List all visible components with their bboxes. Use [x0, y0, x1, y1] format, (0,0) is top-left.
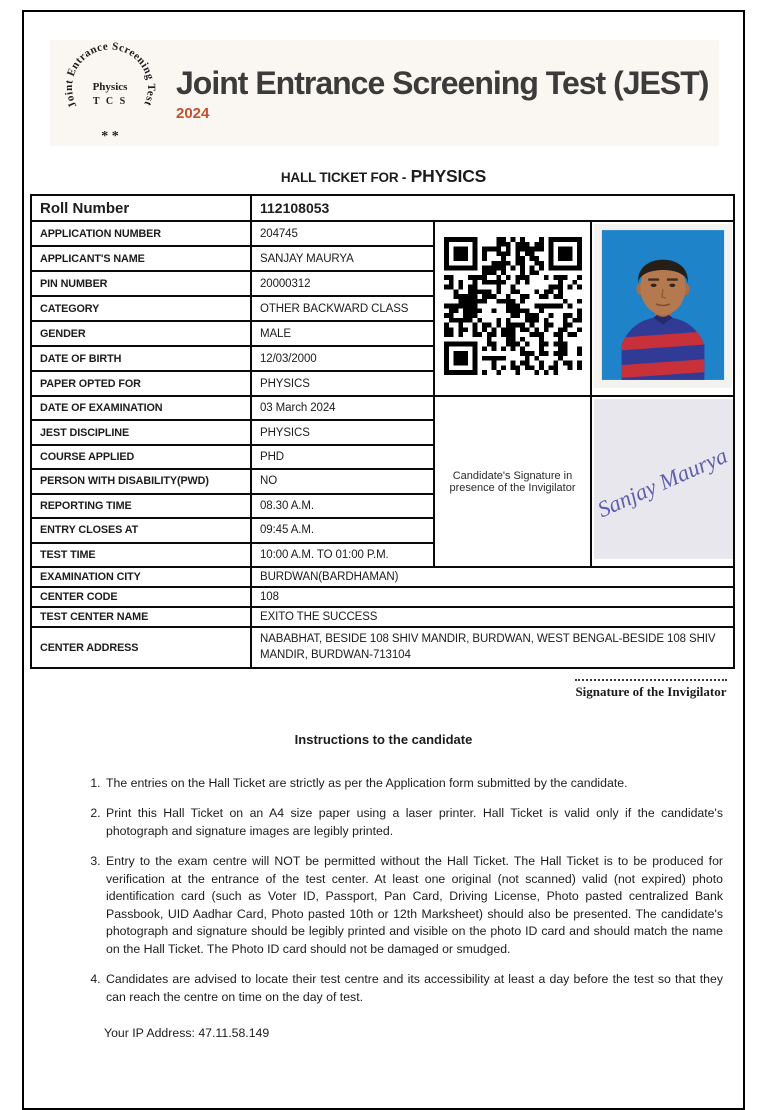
candidate-photo — [591, 221, 734, 396]
date-of-birth-value: 12/03/2000 — [251, 346, 434, 371]
candidate-details-table — [30, 194, 735, 669]
test-time-label: TEST TIME — [31, 543, 251, 567]
test-center-name-label: TEST CENTER NAME — [31, 607, 251, 627]
pin-number-label: PIN NUMBER — [31, 271, 251, 296]
gender-value: MALE — [251, 321, 434, 346]
table-row — [31, 221, 734, 246]
hall-ticket-prefix: HALL TICKET FOR - — [280, 170, 407, 185]
exam-year: 2024 — [176, 104, 210, 122]
category-label: CATEGORY — [31, 296, 251, 321]
pwd-value: NO — [251, 469, 434, 493]
applicant-name-label: APPLICANT'S NAME — [31, 246, 251, 271]
applicant-name-value: SANJAY MAURYA — [251, 246, 434, 271]
candidate-signature-note: Candidate's Signature in presence of the Invigilator — [434, 396, 591, 567]
test-center-name-value: EXITO THE SUCCESS — [251, 607, 734, 627]
header-band — [50, 40, 719, 146]
signature-name-text: Sanjay Maurya — [594, 442, 731, 523]
roll-number-value: 112108053 — [251, 195, 734, 221]
center-code-value: 108 — [251, 587, 734, 607]
table-row — [31, 195, 734, 221]
invigilator-signature-line — [575, 679, 727, 681]
qr-code — [434, 221, 591, 396]
entry-closes-label: ENTRY CLOSES AT — [31, 518, 251, 542]
entry-closes-value: 09:45 A.M. — [251, 518, 434, 542]
table-row — [31, 396, 734, 420]
page-title: Joint Entrance Screening Test (JEST) — [176, 64, 709, 101]
instructions-title: Instructions to the candidate — [294, 732, 473, 748]
examination-city-label: EXAMINATION CITY — [31, 567, 251, 587]
center-code-label: CENTER CODE — [31, 587, 251, 607]
table-row — [31, 627, 734, 668]
logo-circle-text: Joint Entrance Screening Test — [62, 41, 158, 110]
jest-logo — [60, 41, 160, 145]
instruction-item: 4. Candidates are advised to locate their test centre and its accessibility at least a day before the test so that they can reach the centre on time on the day of test. — [104, 971, 723, 1006]
center-address-label: CENTER ADDRESS — [31, 627, 251, 668]
ip-address-text: Your IP Address: 47.11.58.149 — [104, 1026, 270, 1041]
category-value: OTHER BACKWARD CLASS — [251, 296, 434, 321]
application-number-label: APPLICATION NUMBER — [31, 221, 251, 246]
logo-physics-text: Physics — [92, 81, 128, 93]
paper-opted-value: PHYSICS — [251, 371, 434, 396]
hall-ticket-subject: PHYSICS — [410, 166, 487, 186]
examination-city-value: BURDWAN(BARDHAMAN) — [251, 567, 734, 587]
instruction-item: 1. The entries on the Hall Ticket are strictly as per the Application form submitted by the candidate. — [104, 775, 723, 792]
date-of-examination-value: 03 March 2024 — [251, 396, 434, 420]
test-time-value: 10:00 A.M. TO 01:00 P.M. — [251, 543, 434, 567]
paper-opted-label: PAPER OPTED FOR — [31, 371, 251, 396]
jest-discipline-label: JEST DISCIPLINE — [31, 420, 251, 444]
jest-logo-icon — [60, 41, 160, 145]
instruction-item: 2. Print this Hall Ticket on an A4 size paper using a laser printer. Hall Ticket is valid only if the candidate's photograph and signature images are legibly printed. — [104, 805, 723, 840]
jest-discipline-value: PHYSICS — [251, 420, 434, 444]
application-number-value: 204745 — [251, 221, 434, 246]
table-row — [31, 587, 734, 607]
logo-tcs-text: T C S — [92, 96, 128, 107]
course-applied-label: COURSE APPLIED — [31, 445, 251, 469]
table-row — [31, 607, 734, 627]
qr-code-image — [444, 237, 582, 375]
hall-ticket-heading — [24, 166, 743, 187]
candidate-photo-image — [594, 224, 732, 388]
reporting-time-value: 08.30 A.M. — [251, 494, 434, 518]
invigilator-signature-label: Signature of the Invigilator — [575, 684, 727, 700]
date-of-birth-label: DATE OF BIRTH — [31, 346, 251, 371]
hall-ticket-sheet — [22, 10, 745, 1110]
invigilator-signature-block — [575, 679, 727, 700]
center-address-value: NABABHAT, BESIDE 108 SHIV MANDIR, BURDWAN, WEST BENGAL-BESIDE 108 SHIV MANDIR, BURDWAN-713104 — [251, 627, 734, 668]
candidate-signature — [591, 396, 734, 567]
instruction-item: 3. Entry to the exam centre will NOT be permitted without the Hall Ticket. The Hall Ticket is to be produced for verification at the entrance of the test center. At least one original (not scanned) valid (not expired) photo identification card (such as Voter ID, Passport, Pan Card, Driving License, Photo pasted centralized Bank Passbook, UID Aadhar Card, Photo pasted 10th or 12th Marksheet) should also be presented. The candidate's photograph and signature should be legibly printed and visible on the photo ID card and should match the name on the Hall Ticket. The Photo ID card should not be damaged or smudged. — [104, 853, 723, 958]
gender-label: GENDER — [31, 321, 251, 346]
pwd-label: PERSON WITH DISABILITY(PWD) — [31, 469, 251, 493]
date-of-examination-label: DATE OF EXAMINATION — [31, 396, 251, 420]
roll-number-label: Roll Number — [31, 195, 251, 221]
candidate-signature-image — [594, 399, 733, 559]
reporting-time-label: REPORTING TIME — [31, 494, 251, 518]
table-row — [31, 567, 734, 587]
pin-number-value: 20000312 — [251, 271, 434, 296]
logo-stars: * * — [101, 129, 119, 144]
instructions-list — [86, 775, 723, 1006]
course-applied-value: PHD — [251, 445, 434, 469]
